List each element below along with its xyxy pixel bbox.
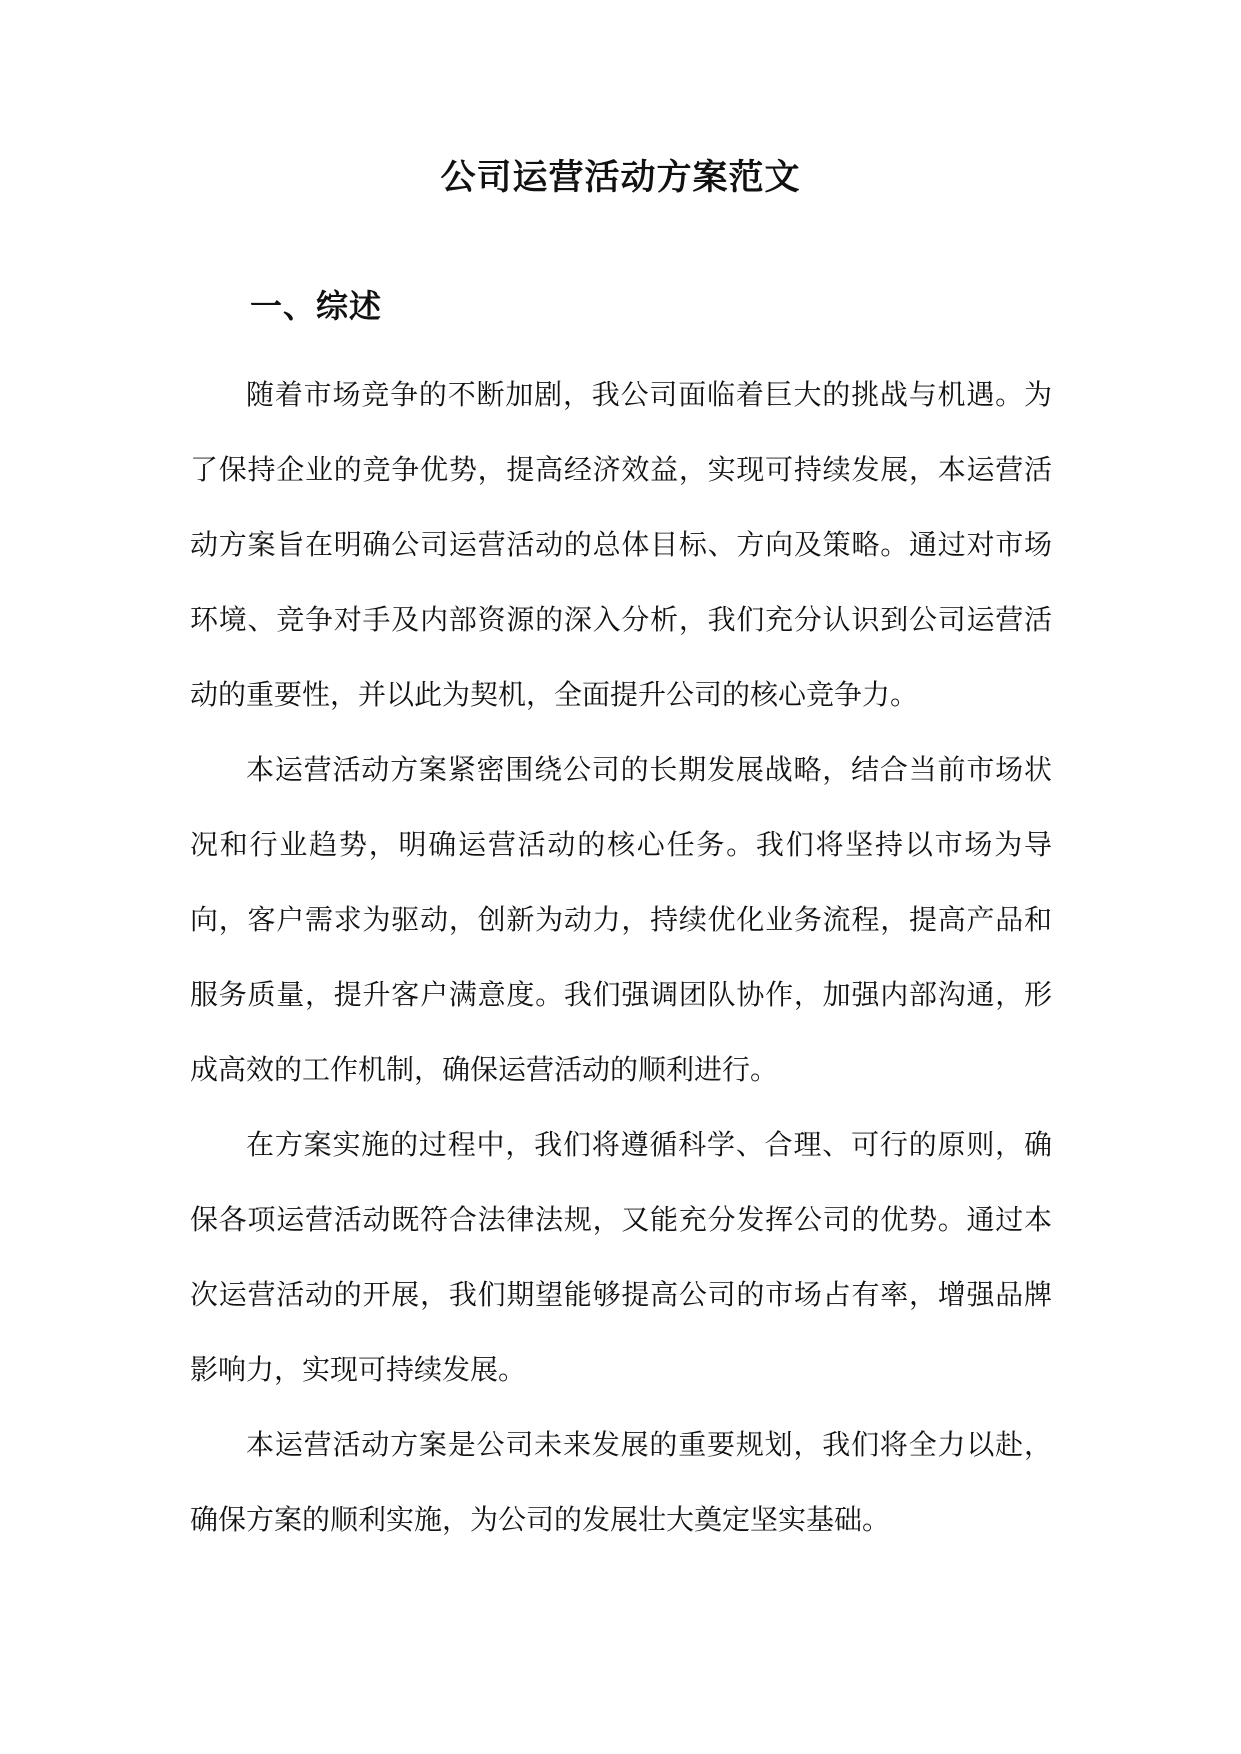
section-heading-overview: 一、综述 — [250, 287, 383, 325]
paragraph: 随着市场竞争的不断加剧，我公司面临着巨大的挑战与机遇。为了保持企业的竞争优势，提高经济效益，实现可持续发展，本运营活动方案旨在明确公司运营活动的总体目标、方向及策略。通过对市场环境、竞争对手及内部资源的深入分析，我们充分认识到公司运营活动的重要性，并以此为契机，全面提升公司的核心竞争力。 — [190, 378, 1052, 711]
paragraph: 本运营活动方案紧密围绕公司的长期发展战略，结合当前市场状况和行业趋势，明确运营活动的核心任务。我们将坚持以市场为导向，客户需求为驱动，创新为动力，持续优化业务流程，提高产品和服务质量，提升客户满意度。我们强调团队协作，加强内部沟通，形成高效的工作机制，确保运营活动的顺利进行。 — [190, 753, 1052, 1086]
body-text — [190, 357, 1052, 1557]
document-title: 公司运营活动方案范文 — [440, 157, 801, 198]
paragraph: 在方案实施的过程中，我们将遵循科学、合理、可行的原则，确保各项运营活动既符合法律法规，又能充分发挥公司的优势。通过本次运营活动的开展，我们期望能够提高公司的市场占有率，增强品牌影响力，实现可持续发展。 — [190, 1128, 1052, 1386]
paragraph: 本运营活动方案是公司未来发展的重要规划，我们将全力以赴，确保方案的顺利实施，为公司的发展壮大奠定坚实基础。 — [190, 1428, 1052, 1536]
